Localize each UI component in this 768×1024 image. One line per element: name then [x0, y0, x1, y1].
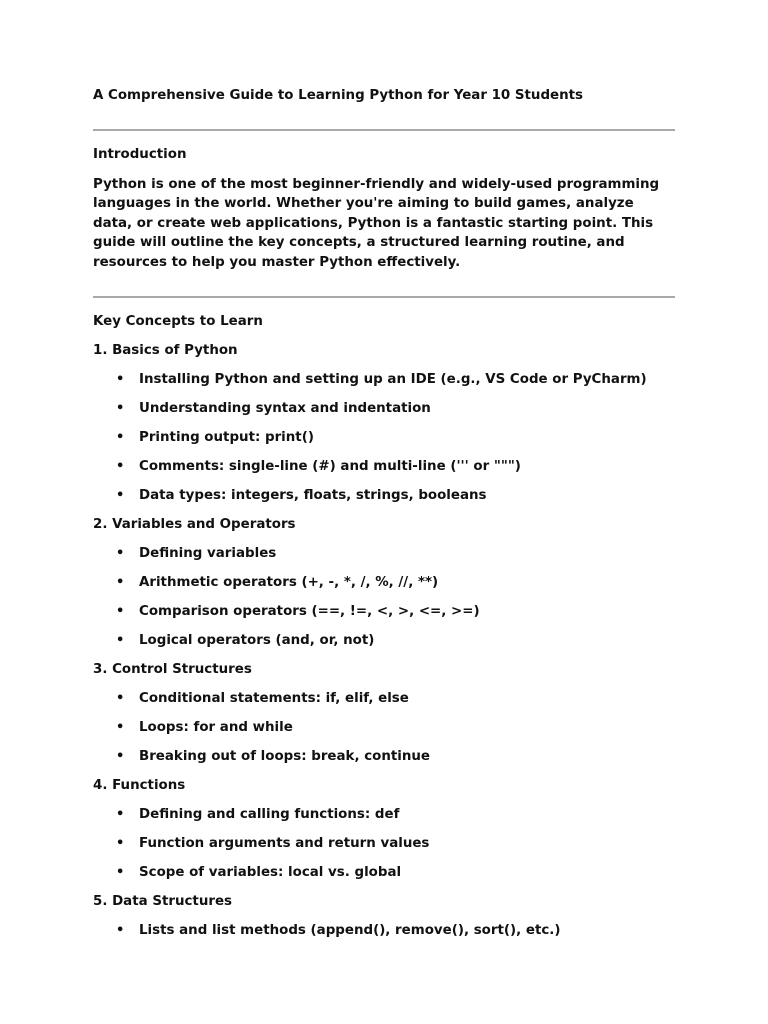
list-item	[93, 457, 675, 477]
bullet-icon: •	[116, 575, 125, 591]
list-item	[93, 370, 675, 390]
bullet-icon: •	[116, 865, 125, 881]
section-control-structures	[93, 660, 675, 767]
divider-top	[93, 129, 675, 131]
list-item-text: Lists and list methods (append(), remove(), sort(), etc.)	[139, 923, 561, 939]
bullet-icon: •	[116, 401, 125, 417]
bullet-icon: •	[116, 633, 125, 649]
list-item-text: Conditional statements: if, elif, else	[139, 691, 409, 707]
list-item	[93, 602, 675, 622]
list-item-text: Understanding syntax and indentation	[139, 401, 431, 417]
introduction-heading: Introduction	[93, 147, 187, 162]
list-item	[93, 573, 675, 593]
bullet-icon: •	[116, 923, 125, 939]
divider-middle	[93, 296, 675, 298]
list-item-text: Comparison operators (==, !=, <, >, <=, >=)	[139, 604, 480, 620]
bullet-icon: •	[116, 488, 125, 504]
list-item-text: Scope of variables: local vs. global	[139, 865, 402, 881]
list-item-text: Logical operators (and, or, not)	[139, 633, 375, 649]
section-title: 4. Functions	[93, 778, 186, 794]
bullet-list	[93, 544, 675, 651]
bullet-list	[93, 805, 675, 883]
list-item	[93, 747, 675, 767]
bullet-icon: •	[116, 691, 125, 707]
bullet-list	[93, 689, 675, 767]
list-item-text: Installing Python and setting up an IDE (e.g., VS Code or PyCharm)	[139, 372, 647, 388]
key-concepts-heading: Key Concepts to Learn	[93, 314, 263, 330]
bullet-icon: •	[116, 430, 125, 446]
list-item-text: Data types: integers, floats, strings, booleans	[139, 488, 487, 504]
section-basics	[93, 341, 675, 506]
list-item-text: Arithmetic operators (+, -, *, /, %, //, **)	[139, 575, 439, 591]
list-item	[93, 689, 675, 709]
bullet-icon: •	[116, 546, 125, 562]
bullet-icon: •	[116, 604, 125, 620]
bullet-icon: •	[116, 720, 125, 736]
section-title: 3. Control Structures	[93, 662, 252, 678]
list-item	[93, 544, 675, 564]
list-item	[93, 486, 675, 506]
list-item	[93, 834, 675, 854]
list-item	[93, 718, 675, 738]
section-variables-operators	[93, 515, 675, 651]
list-item	[93, 428, 675, 448]
section-title: 5. Data Structures	[93, 894, 233, 910]
list-item	[93, 631, 675, 651]
list-item-text: Comments: single-line (#) and multi-line (''' or """)	[139, 459, 521, 475]
bullet-list	[93, 370, 675, 506]
bullet-icon: •	[116, 459, 125, 475]
section-data-structures	[93, 892, 675, 941]
bullet-icon: •	[116, 749, 125, 765]
list-item	[93, 399, 675, 419]
bullet-icon: •	[116, 836, 125, 852]
introduction-paragraph: Python is one of the most beginner-friendly and widely-used programming languages in the world. Whether you're aiming to build games, analyze data, or create web applications, Python is a fantastic starting point. This guide will outline the key concepts, a structured learning routine, and resources to help you master Python effectively.	[93, 177, 660, 270]
list-item-text: Loops: for and while	[139, 720, 293, 736]
list-item-text: Printing output: print()	[139, 430, 314, 446]
list-item-text: Defining variables	[139, 546, 277, 562]
bullet-icon: •	[116, 372, 125, 388]
list-item-text: Function arguments and return values	[139, 836, 430, 852]
section-title: 1. Basics of Python	[93, 343, 238, 359]
bullet-icon: •	[116, 807, 125, 823]
section-functions	[93, 776, 675, 883]
list-item	[93, 921, 675, 941]
list-item	[93, 863, 675, 883]
list-item	[93, 805, 675, 825]
list-item-text: Defining and calling functions: def	[139, 807, 400, 823]
bullet-list	[93, 921, 675, 941]
section-title: 2. Variables and Operators	[93, 517, 296, 533]
list-item-text: Breaking out of loops: break, continue	[139, 749, 431, 765]
document-title: A Comprehensive Guide to Learning Python for Year 10 Students	[93, 88, 584, 103]
